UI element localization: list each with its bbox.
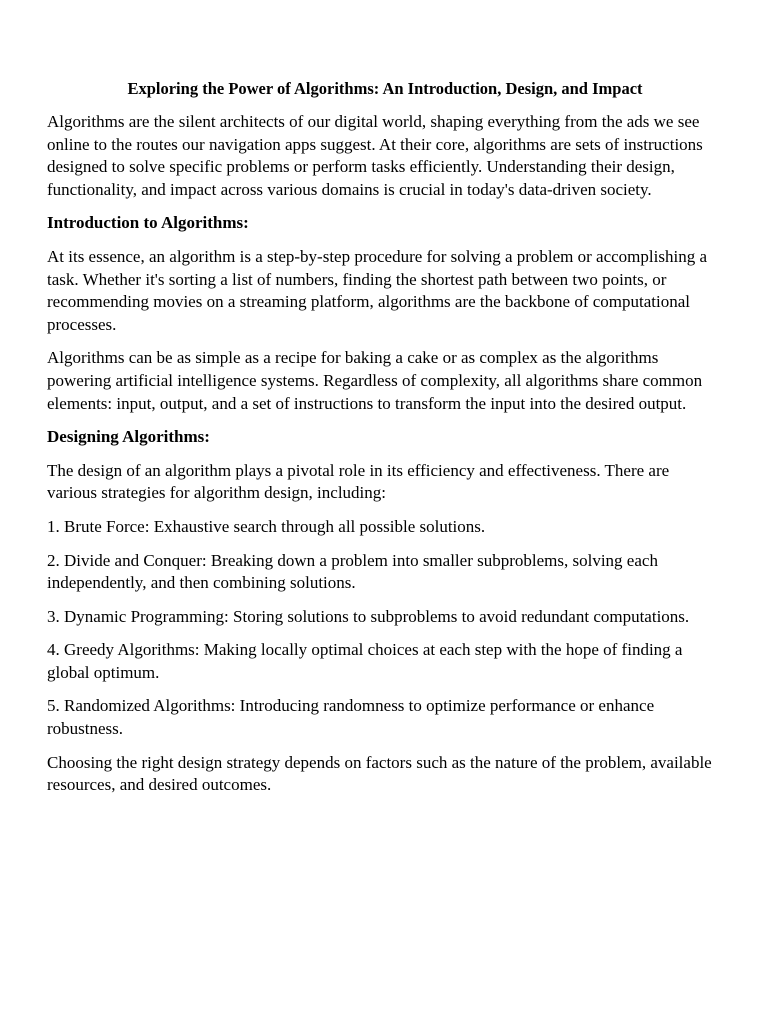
intro-paragraph: Algorithms are the silent architects of our digital world, shaping everything from the ads we see online to the routes our navigation apps suggest. At their core, algorithms are sets of instructions designed to solve specific problems or perform tasks efficiently. Understanding their design, functionality, and impact across various domains is crucial in today's data-driven society. [47, 112, 703, 199]
list-item: 5. Randomized Algorithms: Introducing randomness to optimize performance or enhance robustness. [47, 696, 655, 739]
section-heading-designing: Designing Algorithms: [47, 427, 210, 447]
list-item: 3. Dynamic Programming: Storing solutions to subproblems to avoid redundant computations. [47, 606, 690, 626]
list-item: 4. Greedy Algorithms: Making locally optimal choices at each step with the hope of finding a global optimum. [47, 640, 683, 682]
section-heading-introduction: Introduction to Algorithms: [47, 213, 249, 233]
list-item: 1. Brute Force: Exhaustive search through all possible solutions. [47, 516, 486, 536]
list-item: 2. Divide and Conquer: Breaking down a problem into smaller subproblems, solving each independently, and then combining solutions. [47, 550, 658, 593]
document-body [47, 78, 723, 808]
paragraph: Choosing the right design strategy depends on factors such as the nature of the problem, available resources, and desired outcomes. [47, 752, 712, 795]
document-title: Exploring the Power of Algorithms: An Introduction, Design, and Impact [127, 79, 643, 98]
paragraph: At its essence, an algorithm is a step-by-step procedure for solving a problem or accomplishing a task. Whether it's sorting a list of numbers, finding the shortest path between two points, or recommending movies on a streaming platform, algorithms are the backbone of computational processes. [47, 246, 707, 334]
paragraph: Algorithms can be as simple as a recipe for baking a cake or as complex as the algorithms powering artificial intelligence systems. Regardless of complexity, all algorithms share common elements: input, output, and a set of instructions to transform the input into the desired output. [47, 348, 703, 413]
paragraph: The design of an algorithm plays a pivotal role in its efficiency and effectiveness. There are various strategies for algorithm design, including: [47, 460, 670, 503]
